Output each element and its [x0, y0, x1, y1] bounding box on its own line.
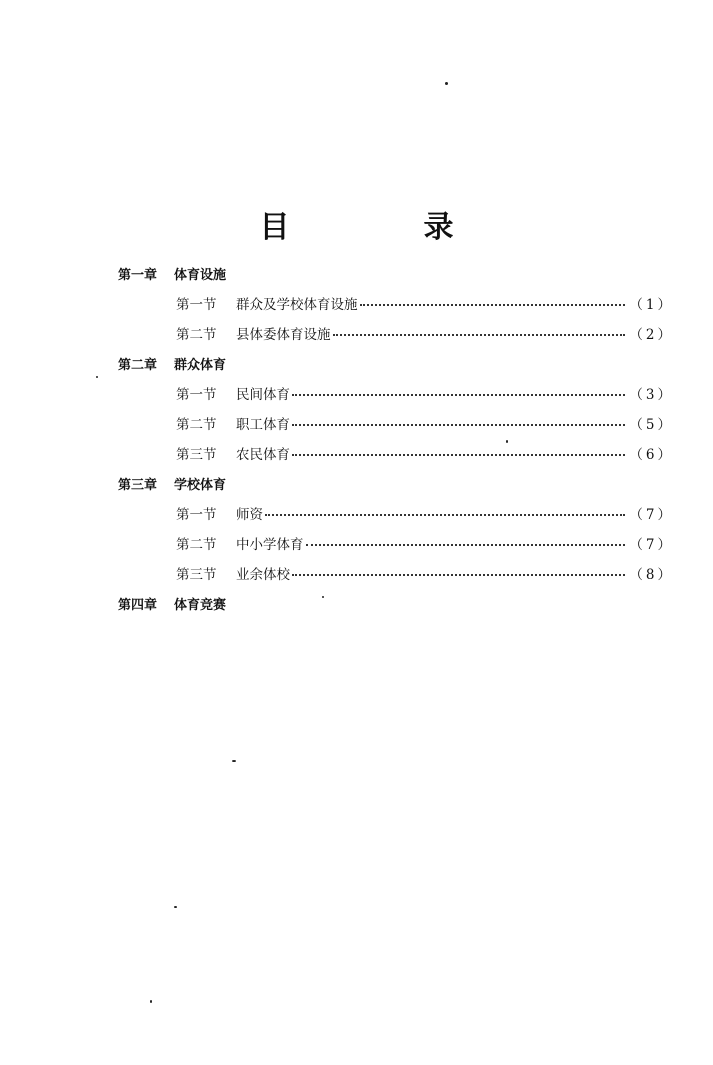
- toc-entry[interactable]: [118, 528, 674, 558]
- toc-entry[interactable]: [118, 318, 674, 348]
- scan-speck: [322, 596, 324, 598]
- section-title: 中小学体育: [236, 537, 304, 553]
- chapter-number: 第四章: [118, 597, 158, 613]
- chapter-number: 第一章: [118, 267, 158, 283]
- toc-entry[interactable]: [118, 288, 674, 318]
- chapter-heading[interactable]: [118, 348, 674, 378]
- scan-speck: [174, 906, 177, 908]
- section-title: 民间体育: [236, 387, 290, 403]
- chapter-heading[interactable]: [118, 588, 674, 618]
- section-number: 第一节: [176, 507, 217, 523]
- toc-entry[interactable]: [118, 408, 674, 438]
- page-number: （1）: [629, 297, 674, 313]
- section-number: 第二节: [176, 327, 217, 343]
- section-title: 职工体育: [236, 417, 290, 433]
- dot-leader: [292, 454, 625, 456]
- chapter-heading[interactable]: [118, 258, 674, 288]
- toc-entry[interactable]: [118, 378, 674, 408]
- dot-leader: [292, 424, 625, 426]
- toc-entry[interactable]: [118, 498, 674, 528]
- dot-leader: [333, 334, 626, 336]
- section-number: 第三节: [176, 567, 217, 583]
- section-number: 第一节: [176, 387, 217, 403]
- scan-speck: [150, 1000, 152, 1003]
- dot-leader: [306, 544, 626, 546]
- section-number: 第二节: [176, 417, 217, 433]
- page-number: （3）: [629, 387, 674, 403]
- dot-leader: [265, 514, 625, 516]
- scan-speck: [506, 440, 508, 443]
- chapter-heading[interactable]: [118, 468, 674, 498]
- page-number: （2）: [629, 327, 674, 343]
- scan-speck: [232, 760, 236, 762]
- toc-entry[interactable]: [118, 558, 674, 588]
- section-number: 第二节: [176, 537, 217, 553]
- dot-leader: [292, 574, 625, 576]
- scan-speck: [96, 376, 98, 378]
- scan-speck: [445, 82, 448, 85]
- chapter-title: 体育竞赛: [174, 597, 227, 613]
- section-number: 第三节: [176, 447, 217, 463]
- page-title: 目 录: [259, 210, 506, 245]
- section-title: 师资: [236, 507, 263, 523]
- section-title: 业余体校: [236, 567, 290, 583]
- chapter-title: 群众体育: [174, 357, 227, 373]
- section-number: 第一节: [176, 297, 217, 313]
- page-number: （8）: [629, 567, 674, 583]
- chapter-title: 学校体育: [174, 477, 227, 493]
- dot-leader: [292, 394, 625, 396]
- page-number: （7）: [629, 507, 674, 523]
- chapter-number: 第三章: [118, 477, 158, 493]
- chapter-title: 体育设施: [174, 267, 227, 283]
- page-number: （7）: [629, 537, 674, 553]
- section-title: 县体委体育设施: [236, 327, 331, 343]
- section-title: 群众及学校体育设施: [236, 297, 358, 313]
- chapter-number: 第二章: [118, 357, 158, 373]
- page-number: （5）: [629, 417, 674, 433]
- dot-leader: [360, 304, 626, 306]
- toc-entry[interactable]: [118, 438, 674, 468]
- table-of-contents: [118, 258, 674, 618]
- page-number: （6）: [629, 447, 674, 463]
- section-title: 农民体育: [236, 447, 290, 463]
